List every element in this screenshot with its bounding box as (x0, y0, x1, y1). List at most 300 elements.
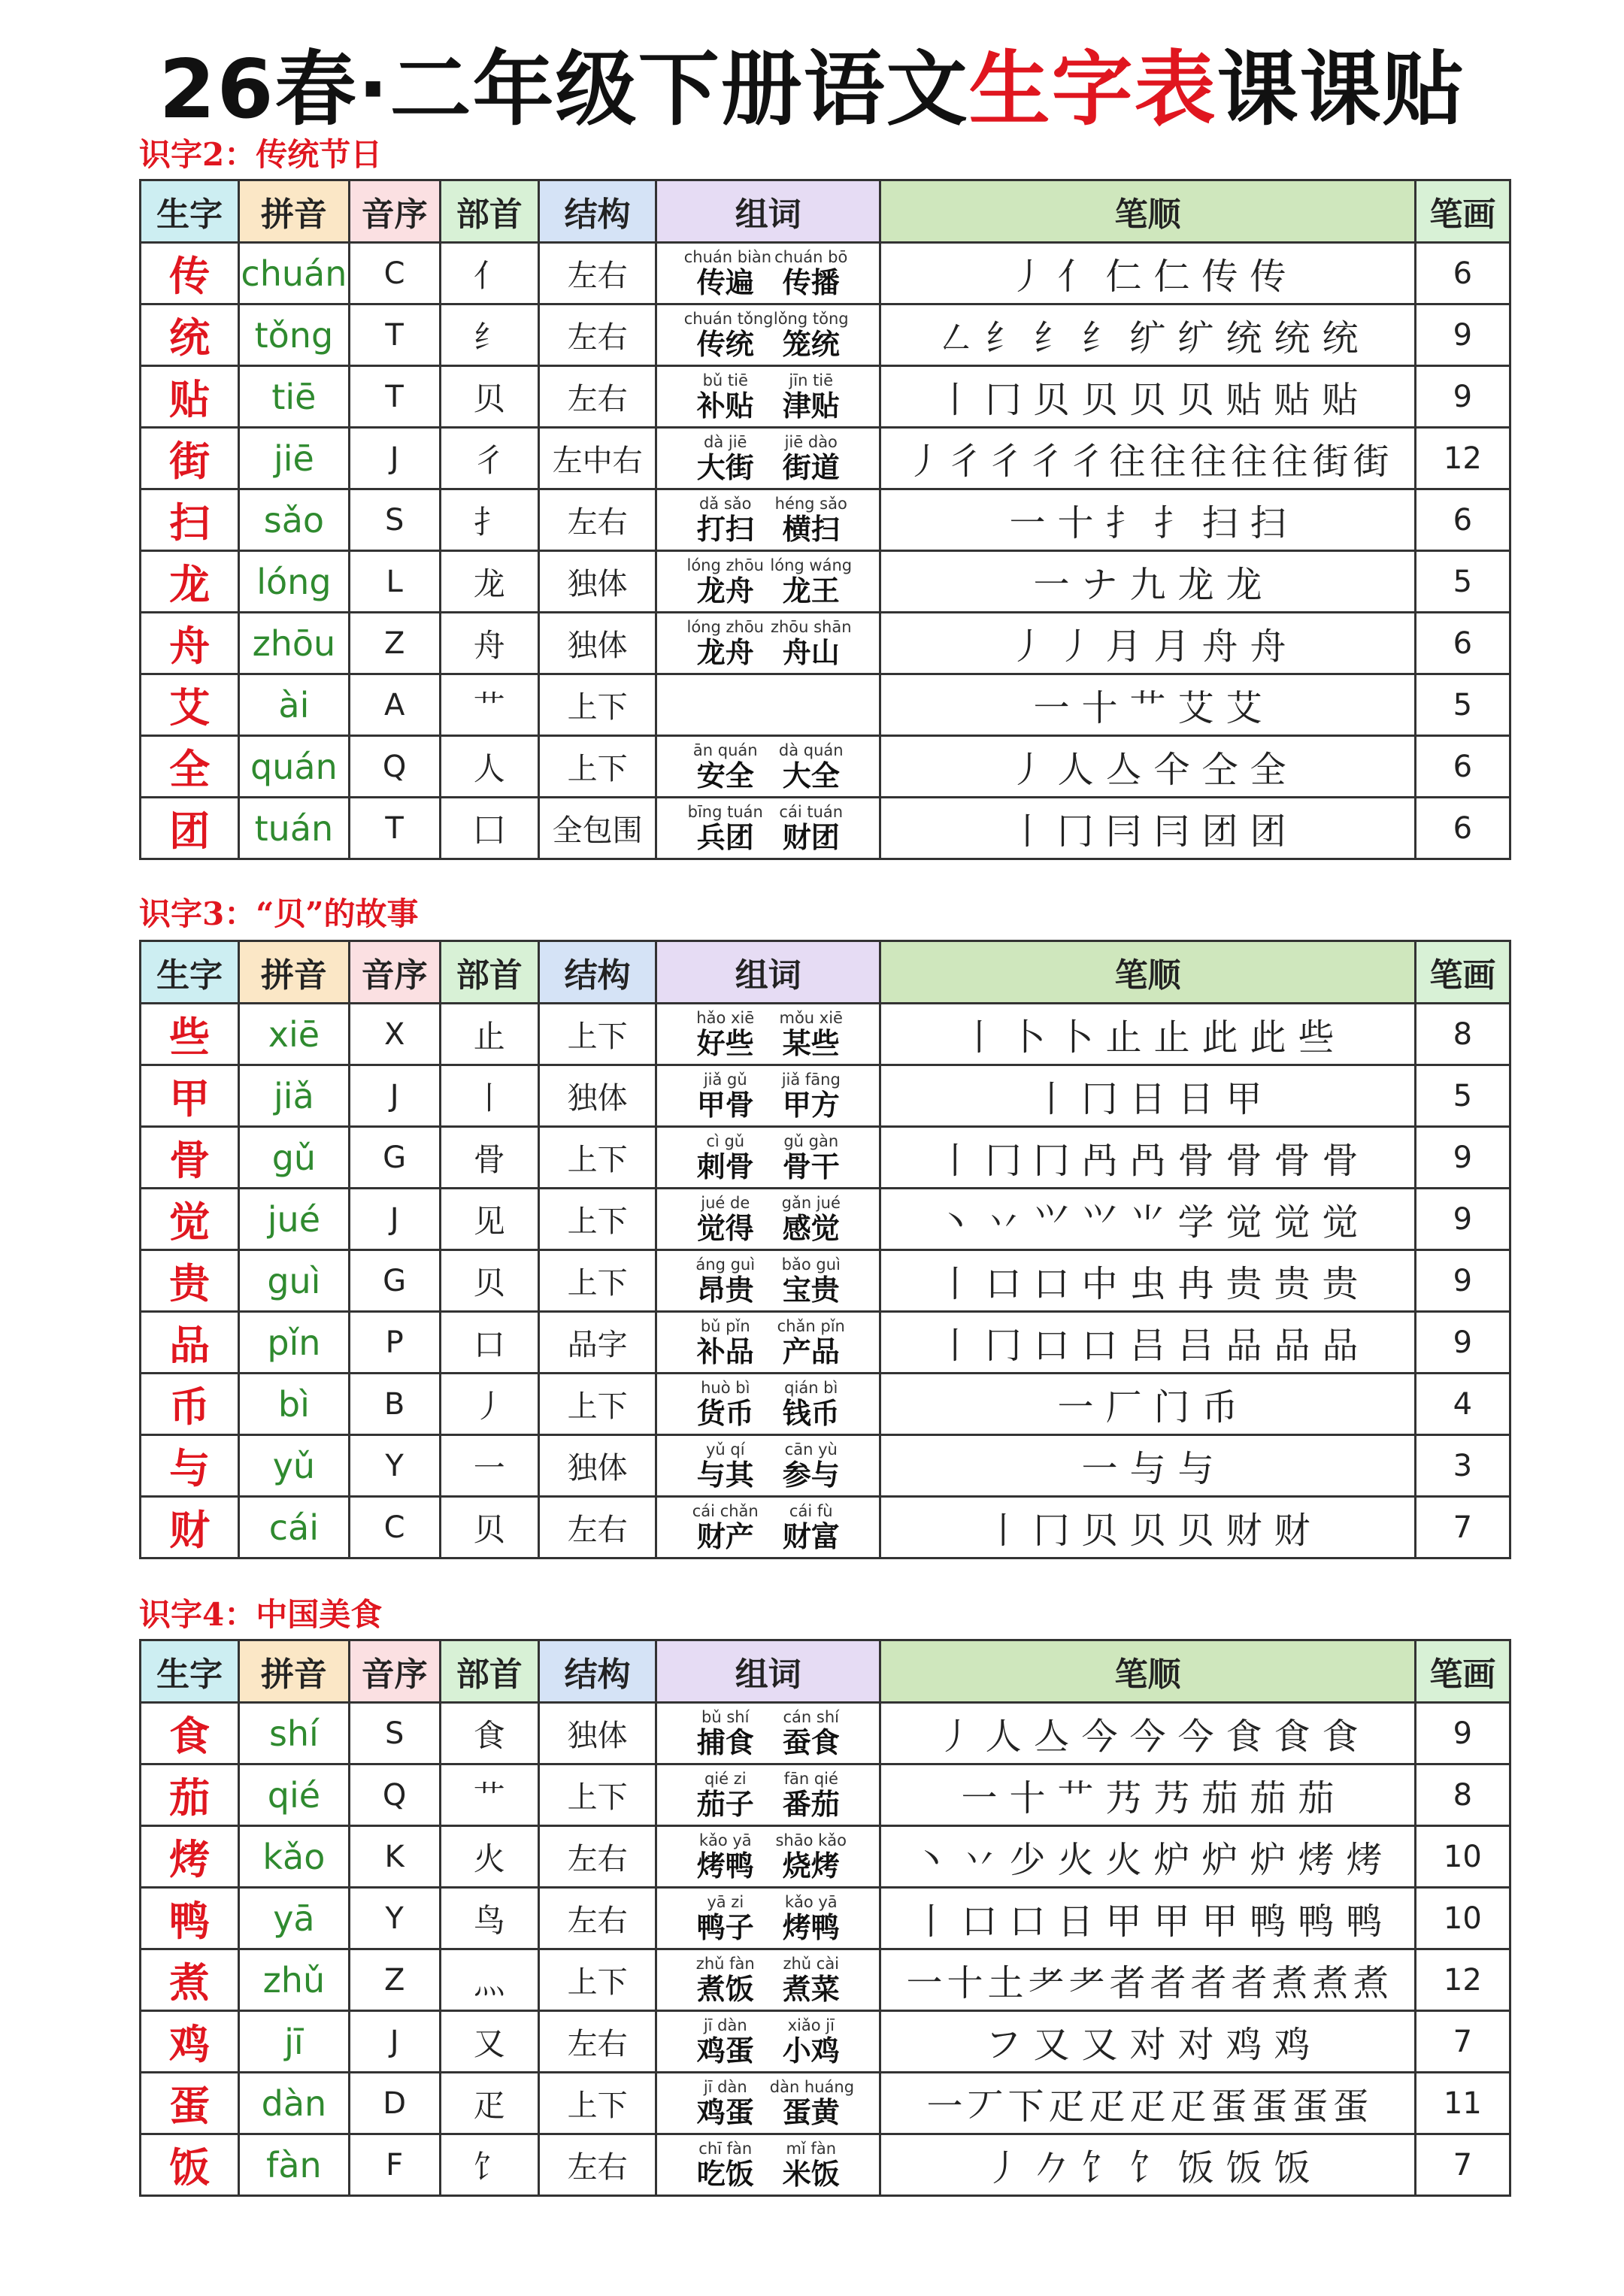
stroke-step: 疋 (1170, 2085, 1207, 2128)
word-pinyin: mǒu xiē (779, 1008, 843, 1027)
word (684, 1132, 767, 1183)
word (684, 696, 767, 714)
words-cell (656, 1826, 880, 1888)
stroke-step: 茄 (1298, 1777, 1335, 1819)
word (684, 371, 767, 423)
radical-cell: 艹 (440, 674, 538, 736)
stroke-step: 口 (1009, 1901, 1046, 1943)
word-pinyin: chuán tǒng (683, 309, 774, 328)
strokes-cell (880, 613, 1416, 674)
table-row (141, 1888, 1510, 1949)
structure-cell: 左右 (538, 489, 656, 551)
word-pinyin: dàn huáng (769, 2077, 855, 2096)
count-cell: 7 (1415, 2011, 1510, 2073)
radical-cell: 火 (440, 1826, 538, 1888)
structure-cell: 独体 (538, 1703, 656, 1764)
word-pinyin: dǎ sǎo (698, 494, 752, 513)
char-cell: 舟 (141, 613, 239, 674)
word-pinyin: chī fàn (698, 2139, 753, 2158)
stroke-step: 丿 (937, 1716, 974, 1758)
count-cell: 9 (1415, 1703, 1510, 1764)
word-pinyin: mǐ fàn (786, 2139, 837, 2158)
stroke-step: 丨 (937, 1325, 974, 1367)
word-pinyin: jiǎ fāng (781, 1070, 841, 1089)
stroke-step: 丨 (937, 1140, 974, 1182)
pinyin-cell: sǎo (239, 489, 349, 551)
strokes-cell (880, 674, 1416, 736)
word-text: 甲骨 (696, 1087, 754, 1122)
section-heading: 识字4：中国美食 (139, 1596, 383, 1633)
stroke-step: 人 (985, 1716, 1022, 1758)
char-cell: 扫 (141, 489, 239, 551)
order-cell: Y (349, 1435, 440, 1497)
stroke-step: 亼 (1033, 1716, 1070, 1758)
stroke-step: フ (985, 2024, 1022, 2066)
order-cell: J (349, 428, 440, 489)
word-pinyin: gǔ gàn (783, 1131, 839, 1150)
word (770, 1770, 853, 1821)
header-pinyin: 拼音 (239, 180, 349, 243)
char-cell: 街 (141, 428, 239, 489)
table-row (141, 1004, 1510, 1065)
order-cell: Y (349, 1888, 440, 1949)
char-cell: 艾 (141, 674, 239, 736)
word-text: 吃饭 (696, 2156, 754, 2191)
stroke-step: 耂 (1028, 1962, 1065, 2004)
stroke-step: 觉 (1274, 1201, 1310, 1243)
structure-cell: 独体 (538, 1065, 656, 1127)
order-cell: F (349, 2134, 440, 2196)
strokes-cell (880, 1435, 1416, 1497)
table-row (141, 428, 1510, 489)
header-pinyin: 拼音 (239, 941, 349, 1004)
word (770, 1194, 853, 1245)
word-text: 捕食 (696, 1725, 754, 1759)
word-text: 煮饭 (696, 1971, 754, 2006)
word (770, 803, 853, 854)
pinyin-cell: pǐn (239, 1312, 349, 1374)
stroke-step: 冃 (1105, 810, 1142, 853)
header-words: 组词 (656, 941, 880, 1004)
header-order: 音序 (349, 1640, 440, 1703)
table-row (141, 2073, 1510, 2134)
structure-cell: 上下 (538, 1374, 656, 1435)
word (770, 495, 853, 546)
words-cell (656, 613, 880, 674)
structure-cell: 左中右 (538, 428, 656, 489)
radical-cell: 龙 (440, 551, 538, 613)
stroke-step: 吕 (1129, 1325, 1166, 1367)
stroke-step: 饭 (1177, 2147, 1214, 2189)
word-text: 烤鸭 (782, 1910, 840, 1944)
structure-cell: 上下 (538, 736, 656, 798)
words-cell (656, 1949, 880, 2011)
strokes-cell (880, 2073, 1416, 2134)
section-heading: 识字3：“贝”的故事 (139, 895, 419, 932)
stroke-step: 品 (1322, 1325, 1359, 1367)
radical-cell: 人 (440, 736, 538, 798)
stroke-step: 口 (1033, 1325, 1070, 1367)
stroke-step: 冂 (985, 379, 1022, 421)
radical-cell: 饣 (440, 2134, 538, 2196)
table-row (141, 489, 1510, 551)
stroke-step: 月 (1153, 625, 1190, 668)
pinyin-cell: xiē (239, 1004, 349, 1065)
stroke-step: 今 (1081, 1716, 1118, 1758)
word-pinyin: lóng wáng (770, 556, 853, 574)
radical-cell: 彳 (440, 428, 538, 489)
word-pinyin: jiǎ gǔ (703, 1070, 747, 1089)
stroke-step: 又 (1033, 2024, 1070, 2066)
words-cell (656, 428, 880, 489)
strokes-cell (880, 1065, 1416, 1127)
count-cell: 10 (1415, 1888, 1510, 1949)
order-cell: J (349, 1189, 440, 1250)
stroke-step: 丿 (1009, 749, 1046, 791)
stroke-step: 统 (1274, 317, 1310, 359)
stroke-step: 对 (1177, 2024, 1214, 2066)
radical-cell: 止 (440, 1004, 538, 1065)
count-cell: 9 (1415, 1312, 1510, 1374)
table-row (141, 613, 1510, 674)
stroke-step: 卜 (1009, 1016, 1046, 1059)
stroke-step: 茄 (1250, 1777, 1286, 1819)
stroke-step: 甲 (1153, 1901, 1190, 1943)
words-cell (656, 1888, 880, 1949)
word (684, 1440, 767, 1492)
char-cell: 鸭 (141, 1888, 239, 1949)
count-cell: 6 (1415, 736, 1510, 798)
word-text: 安全 (696, 758, 754, 792)
words-cell (656, 674, 880, 736)
page-title (0, 41, 1624, 139)
strokes-cell (880, 1703, 1416, 1764)
table-row (141, 551, 1510, 613)
order-cell: X (349, 1004, 440, 1065)
pinyin-cell: yā (239, 1888, 349, 1949)
stroke-step: 甲 (1201, 1901, 1238, 1943)
header-strokes: 笔顺 (880, 180, 1416, 243)
char-cell: 茄 (141, 1764, 239, 1826)
word (684, 803, 767, 854)
words-cell (656, 1250, 880, 1312)
stroke-step: 全 (1250, 749, 1286, 791)
pinyin-cell: qié (239, 1764, 349, 1826)
structure-cell: 上下 (538, 1250, 656, 1312)
word (770, 1379, 853, 1430)
pinyin-cell: cái (239, 1497, 349, 1558)
char-cell: 些 (141, 1004, 239, 1065)
order-cell: P (349, 1312, 440, 1374)
word-text: 烧烤 (782, 1848, 840, 1883)
stroke-step: 扫 (1250, 502, 1286, 544)
stroke-step: 艾 (1226, 687, 1262, 729)
stroke-step: 冂 (1057, 810, 1094, 853)
strokes-cell (880, 1189, 1416, 1250)
word-pinyin: jī dàn (703, 2077, 747, 2096)
stroke-step: 月 (1105, 625, 1142, 668)
word (683, 247, 772, 299)
word-text: 番茄 (782, 1786, 840, 1821)
word-text: 兵团 (696, 819, 754, 854)
stroke-step: 蛋 (1251, 2085, 1288, 2128)
pinyin-cell: ài (239, 674, 349, 736)
word-text: 觉得 (696, 1210, 754, 1245)
word-text: 横扫 (782, 511, 840, 546)
word (770, 248, 853, 299)
stroke-step: 此 (1250, 1016, 1286, 1059)
char-cell: 鸡 (141, 2011, 239, 2073)
word-pinyin: bīng tuán (687, 802, 763, 821)
structure-cell: 独体 (538, 1435, 656, 1497)
count-cell: 4 (1415, 1374, 1510, 1435)
radical-cell: 囗 (440, 798, 538, 859)
header-order: 音序 (349, 180, 440, 243)
word (684, 1893, 767, 1944)
structure-cell: 左右 (538, 366, 656, 428)
stroke-step: 今 (1177, 1716, 1214, 1758)
stroke-step: 贵 (1226, 1263, 1262, 1305)
stroke-step: 丨 (1033, 1078, 1070, 1120)
structure-cell: 左右 (538, 304, 656, 366)
word (684, 2140, 767, 2191)
stroke-step: 鸭 (1298, 1901, 1335, 1943)
stroke-step: 口 (961, 1901, 998, 1943)
word (684, 618, 767, 669)
stroke-step: 止 (1105, 1016, 1142, 1059)
stroke-step: 往 (1190, 441, 1227, 483)
stroke-step: 煮 (1353, 1962, 1389, 2004)
words-cell (656, 1127, 880, 1189)
stroke-step: 往 (1271, 441, 1308, 483)
stroke-step: 一 (1009, 502, 1046, 544)
word-text: 昂贵 (696, 1272, 754, 1307)
words-cell (656, 1065, 880, 1127)
count-cell: 9 (1415, 366, 1510, 428)
order-cell: B (349, 1374, 440, 1435)
table-row (141, 1703, 1510, 1764)
radical-cell: 艹 (440, 1764, 538, 1826)
word-pinyin: zhǔ fàn (695, 1954, 755, 1973)
count-cell: 5 (1415, 1065, 1510, 1127)
word (770, 2078, 853, 2129)
word-text: 传播 (782, 265, 840, 299)
stroke-step: 纟 (1081, 317, 1118, 359)
header-order: 音序 (349, 941, 440, 1004)
order-cell: C (349, 243, 440, 304)
order-cell: S (349, 1703, 440, 1764)
radical-cell: 一 (440, 1435, 538, 1497)
word-text: 鸡蛋 (696, 2033, 754, 2067)
order-cell: A (349, 674, 440, 736)
char-cell: 传 (141, 243, 239, 304)
word (770, 1132, 853, 1183)
word-pinyin: bǔ pǐn (700, 1316, 750, 1335)
strokes-cell (880, 551, 1416, 613)
stroke-step: 丨 (985, 1510, 1022, 1552)
stroke-step: 甲 (1226, 1078, 1262, 1120)
structure-cell: 左右 (538, 1826, 656, 1888)
header-count: 笔画 (1415, 1640, 1510, 1703)
word-text: 鸡蛋 (696, 2095, 754, 2129)
pinyin-cell: gǔ (239, 1127, 349, 1189)
table-row (141, 304, 1510, 366)
strokes-cell (880, 489, 1416, 551)
header-count: 笔画 (1415, 941, 1510, 1004)
stroke-step: 鸡 (1226, 2024, 1262, 2066)
stroke-step: 传 (1250, 256, 1286, 298)
word-pinyin: cái chǎn (692, 1501, 759, 1520)
word-pinyin: shāo kǎo (775, 1831, 847, 1849)
stroke-step: 丨 (961, 1016, 998, 1059)
stroke-step: 丆 (967, 2085, 1004, 2128)
stroke-step: 丨 (913, 1901, 950, 1943)
stroke-step: 烤 (1346, 1839, 1383, 1881)
stroke-step: 艿 (1105, 1777, 1142, 1819)
stroke-step: 彳 (1028, 441, 1065, 483)
order-cell: G (349, 1250, 440, 1312)
word-pinyin: dà quán (778, 741, 844, 759)
stroke-step: ㇜ (937, 317, 974, 359)
stroke-step: 一 (1033, 564, 1070, 606)
strokes-cell (880, 366, 1416, 428)
strokes-cell (880, 2134, 1416, 2196)
stroke-step: 贴 (1322, 379, 1359, 421)
word (770, 1955, 853, 2006)
stroke-step: 日 (1177, 1078, 1214, 1120)
stroke-step: 骨 (1226, 1140, 1262, 1182)
radical-cell: 食 (440, 1703, 538, 1764)
stroke-step: 品 (1274, 1325, 1310, 1367)
stroke-step: 财 (1274, 1510, 1310, 1552)
stroke-step: 丶 (913, 1839, 950, 1881)
stroke-step: 十 (1081, 687, 1118, 729)
stroke-step: 𠂊 (1033, 2147, 1070, 2189)
stroke-step: 一 (1033, 687, 1070, 729)
stroke-step: 彳 (947, 441, 983, 483)
stroke-step: 艹 (1129, 687, 1166, 729)
word (684, 1502, 767, 1553)
stroke-step: 团 (1250, 810, 1286, 853)
char-cell: 甲 (141, 1065, 239, 1127)
stroke-step: 传 (1201, 256, 1238, 298)
stroke-step: 贴 (1226, 379, 1262, 421)
vocab-table-2 (139, 940, 1511, 1559)
table-row (141, 736, 1510, 798)
stroke-step: 冂 (1033, 1140, 1070, 1182)
count-cell: 5 (1415, 674, 1510, 736)
word-text: 财富 (782, 1519, 840, 1553)
strokes-cell (880, 1949, 1416, 2011)
order-cell: K (349, 1826, 440, 1888)
vocab-table-1 (139, 179, 1511, 860)
stroke-step: 十 (1009, 1777, 1046, 1819)
stroke-step: 仝 (1201, 749, 1238, 791)
header-structure: 结构 (538, 941, 656, 1004)
pinyin-cell: jiǎ (239, 1065, 349, 1127)
word-text: 传统 (696, 326, 754, 361)
stroke-step: 仁 (1153, 256, 1190, 298)
word-text: 财产 (696, 1519, 754, 1553)
count-cell: 6 (1415, 798, 1510, 859)
stroke-step: 一 (906, 1962, 943, 2004)
word-pinyin: yǔ qí (705, 1440, 745, 1458)
words-cell (656, 1374, 880, 1435)
char-cell: 统 (141, 304, 239, 366)
order-cell: Z (349, 613, 440, 674)
word-pinyin: cān yù (784, 1440, 838, 1458)
word (770, 2140, 853, 2191)
table-row (141, 1189, 1510, 1250)
section-heading: 识字2：传统节日 (139, 136, 383, 173)
word-text: 宝贵 (782, 1272, 840, 1307)
table-row (141, 1312, 1510, 1374)
table-row (141, 1374, 1510, 1435)
pinyin-cell: kǎo (239, 1826, 349, 1888)
stroke-step: 仐 (1153, 749, 1190, 791)
word-text: 传遍 (696, 265, 754, 299)
stroke-step: 者 (1150, 1962, 1186, 2004)
stroke-step: 对 (1129, 2024, 1166, 2066)
word (770, 1440, 853, 1492)
char-cell: 蛋 (141, 2073, 239, 2134)
words-cell (656, 2011, 880, 2073)
stroke-step: 土 (987, 1962, 1024, 2004)
word-pinyin: jīn tiē (789, 371, 834, 389)
word-text: 货币 (696, 1395, 754, 1430)
order-cell: S (349, 489, 440, 551)
word-text: 参与 (782, 1457, 840, 1492)
stroke-step: 饣 (1129, 2147, 1166, 2189)
count-cell: 9 (1415, 1250, 1510, 1312)
header-char: 生字 (141, 1640, 239, 1703)
word-pinyin (684, 696, 767, 714)
word (770, 741, 853, 792)
word-text: 津贴 (782, 388, 840, 423)
pinyin-cell: shí (239, 1703, 349, 1764)
stroke-step: 一 (1057, 1386, 1094, 1428)
title-highlight: 生字表 (968, 43, 1217, 137)
stroke-step: 街 (1353, 441, 1389, 483)
stroke-step: 者 (1190, 1962, 1227, 2004)
structure-cell: 上下 (538, 1127, 656, 1189)
stroke-step: 贝 (1081, 379, 1118, 421)
strokes-cell (880, 1888, 1416, 1949)
word (684, 2016, 767, 2067)
header-strokes: 笔顺 (880, 1640, 1416, 1703)
words-cell (656, 243, 880, 304)
words-cell (656, 1703, 880, 1764)
stroke-step: 鸭 (1346, 1901, 1383, 1943)
char-cell: 品 (141, 1312, 239, 1374)
order-cell: D (349, 2073, 440, 2134)
radical-cell: 丿 (440, 1374, 538, 1435)
stroke-step: 贵 (1322, 1263, 1359, 1305)
stroke-step: 冎 (1129, 1140, 1166, 1182)
pinyin-cell: fàn (239, 2134, 349, 2196)
char-cell: 币 (141, 1374, 239, 1435)
stroke-step: 一 (1081, 1448, 1118, 1490)
word (770, 2016, 853, 2067)
stroke-step: ⺍ (1033, 1201, 1070, 1243)
count-cell: 8 (1415, 1004, 1510, 1065)
radical-cell: 舟 (440, 613, 538, 674)
word-text: 钱币 (782, 1395, 840, 1430)
structure-cell: 独体 (538, 613, 656, 674)
word (684, 2078, 767, 2129)
stroke-step: 蛋 (1210, 2085, 1247, 2128)
stroke-step: 饭 (1226, 2147, 1262, 2189)
